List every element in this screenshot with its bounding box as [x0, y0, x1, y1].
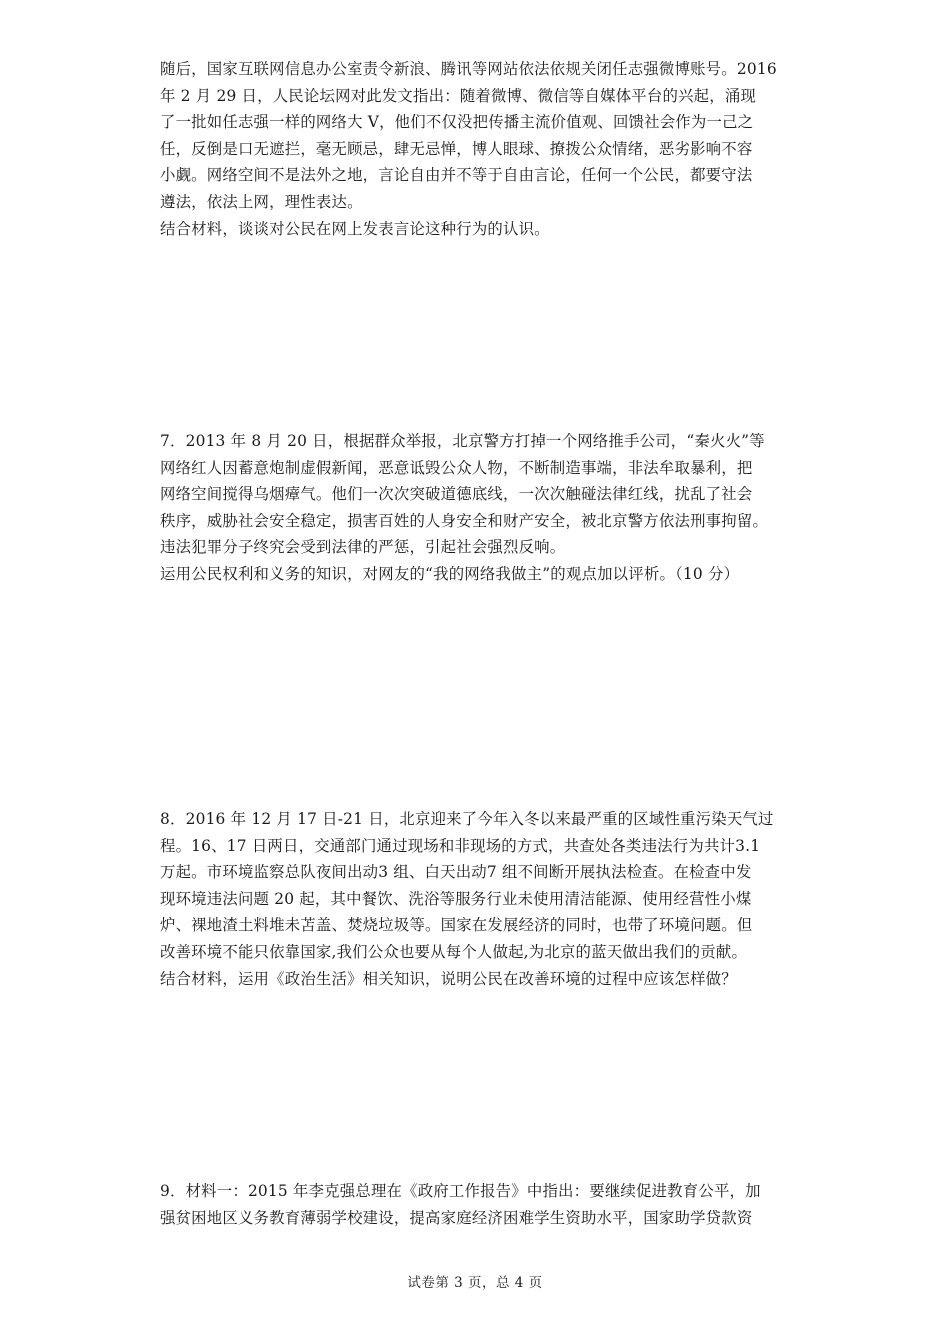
text-line: 遵法，依法上网，理性表达。	[160, 192, 363, 211]
question-prompt: 结合材料，运用《政治生活》相关知识，说明公民在改善环境的过程中应该怎样做？	[160, 969, 737, 988]
question-prompt: 结合材料，谈谈对公民在网上发表言论这种行为的认识。	[160, 219, 550, 238]
text-line: 年 2 月 29 日，人民论坛网对此发文指出：随着微博、微信等自媒体平台的兴起，涌现	[160, 86, 757, 105]
question-prompt: 运用公民权利和义务的知识，对网友的“我的网络我做主”的观点加以评析。（10 分）	[160, 564, 740, 583]
text-line: 8．2016 年 12 月 17 日-21 日，北京迎来了今年入冬以来最严重的区域性重污染天气过	[160, 810, 774, 828]
page-footer: 试卷第 3 页，总 4 页	[407, 1275, 543, 1291]
text-line: 网络空间搅得乌烟瘴气。他们一次次突破道德底线，一次次触碰法律红线，扰乱了社会	[160, 485, 753, 504]
text-line: 随后，国家互联网信息办公室责令新浪、腾讯等网站依法依规关闭任志强微博账号。2016	[160, 60, 777, 78]
text-line: 网络红人因蓄意炮制虚假新闻，恶意诋毁公众人物，不断制造事端，非法牟取暴利，把	[160, 458, 753, 477]
question-6-continuation	[160, 56, 800, 242]
text-line: 程。16、17 日两日，交通部门通过现场和非现场的方式，共查处各类违法行为共计3.1	[160, 836, 761, 855]
text-line: 万起。市环境监察总队夜间出动3 组、白天出动7 组不间断开展执法检查。在检查中发	[160, 863, 752, 882]
text-line: 违法犯罪分子终究会受到法律的严惩，引起社会强烈反响。	[160, 538, 566, 557]
question-8	[160, 806, 800, 992]
text-line: 任，反倒是口无遮拦，毫无顾忌，肆无忌惮，博人眼球、撩拨公众情绪，恶劣影响不容	[160, 139, 753, 158]
text-line: 炉、裸地渣土料堆未苫盖、焚烧垃圾等。国家在发展经济的同时，也带了环境问题。但	[160, 916, 753, 935]
question-7	[160, 428, 800, 588]
text-line: 强贫困地区义务教育薄弱学校建设，提高家庭经济困难学生资助水平，国家助学贷款资	[160, 1208, 753, 1227]
text-line: 9．材料一：2015 年李克强总理在《政府工作报告》中指出：要继续促进教育公平，加	[160, 1182, 761, 1200]
text-line: 7．2013 年 8 月 20 日，根据群众举报，北京警方打掉一个网络推手公司，“秦火火”等	[160, 432, 765, 450]
text-line: 了一批如任志强一样的网络大 V，他们不仅没把传播主流价值观、回馈社会作为一己之	[160, 113, 754, 132]
text-line: 小觑。网络空间不是法外之地，言论自由并不等于自由言论，任何一个公民，都要守法	[160, 166, 753, 185]
text-line: 改善环境不能只依靠国家,我们公众也要从每个人做起,为北京的蓝天做出我们的贡献。	[160, 942, 748, 961]
question-9	[160, 1178, 800, 1231]
text-line: 秩序，威胁社会安全稳定，损害百姓的人身安全和财产安全，被北京警方依法刑事拘留。	[160, 511, 769, 530]
text-line: 现环境违法问题 20 起，其中餐饮、洗浴等服务行业未使用清洁能源、使用经营性小煤	[160, 889, 752, 908]
